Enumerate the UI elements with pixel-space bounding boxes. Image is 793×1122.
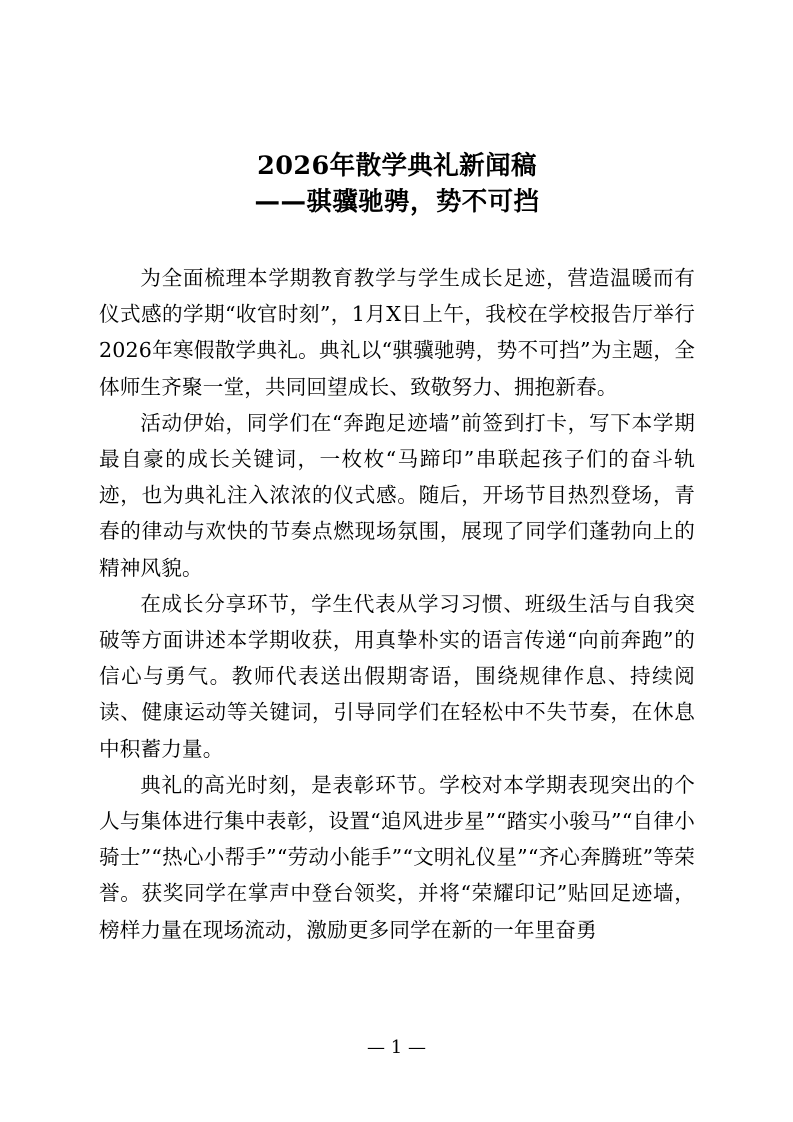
page-subtitle: ——骐骥驰骋，势不可挡 — [254, 187, 540, 217]
document-content — [99, 0, 695, 948]
paragraph: 为全面梳理本学期教育教学与学生成长足迹，营造温暖而有仪式感的学期“收官时刻”，1月X日上午，我校在学校报告厅举行2026年寒假散学典礼。典礼以“骐骥驰骋，势不可挡”为主题，全体师生齐聚一堂，共同回望成长、致敬努力、拥抱新春。 — [99, 266, 695, 399]
paragraph: 活动伊始，同学们在“奔跑足迹墙”前签到打卡，写下本学期最自豪的成长关键词，一枚枚“马蹄印”串联起孩子们的奋斗轨迹，也为典礼注入浓浓的仪式感。随后，开场节目热烈登场，青春的律动与欢快的节奏点燃现场氛围，展现了同学们蓬勃向上的精神风貌。 — [99, 410, 695, 580]
paragraph: 典礼的高光时刻，是表彰环节。学校对本学期表现突出的个人与集体进行集中表彰，设置“追风进步星”“踏实小骏马”“自律小骑士”“热心小帮手”“劳动小能手”“文明礼仪星”“齐心奔腾班”等荣誉。获奖同学在掌声中登台领奖，并将“荣耀印记”贴回足迹墙，榜样力量在现场流动，激励更多同学在新的一年里奋勇 — [99, 772, 695, 942]
paragraph: 在成长分享环节，学生代表从学习习惯、班级生活与自我突破等方面讲述本学期收获，用真挚朴实的语言传递“向前奔跑”的信心与勇气。教师代表送出假期寄语，围绕规律作息、持续阅读、健康运动等关键词，引导同学们在轻松中不失节奏，在休息中积蓄力量。 — [99, 591, 695, 761]
body-text — [99, 260, 695, 948]
page-title: 2026年散学典礼新闻稿 — [257, 151, 537, 181]
page-number-footer: — 1 — — [367, 1037, 426, 1058]
